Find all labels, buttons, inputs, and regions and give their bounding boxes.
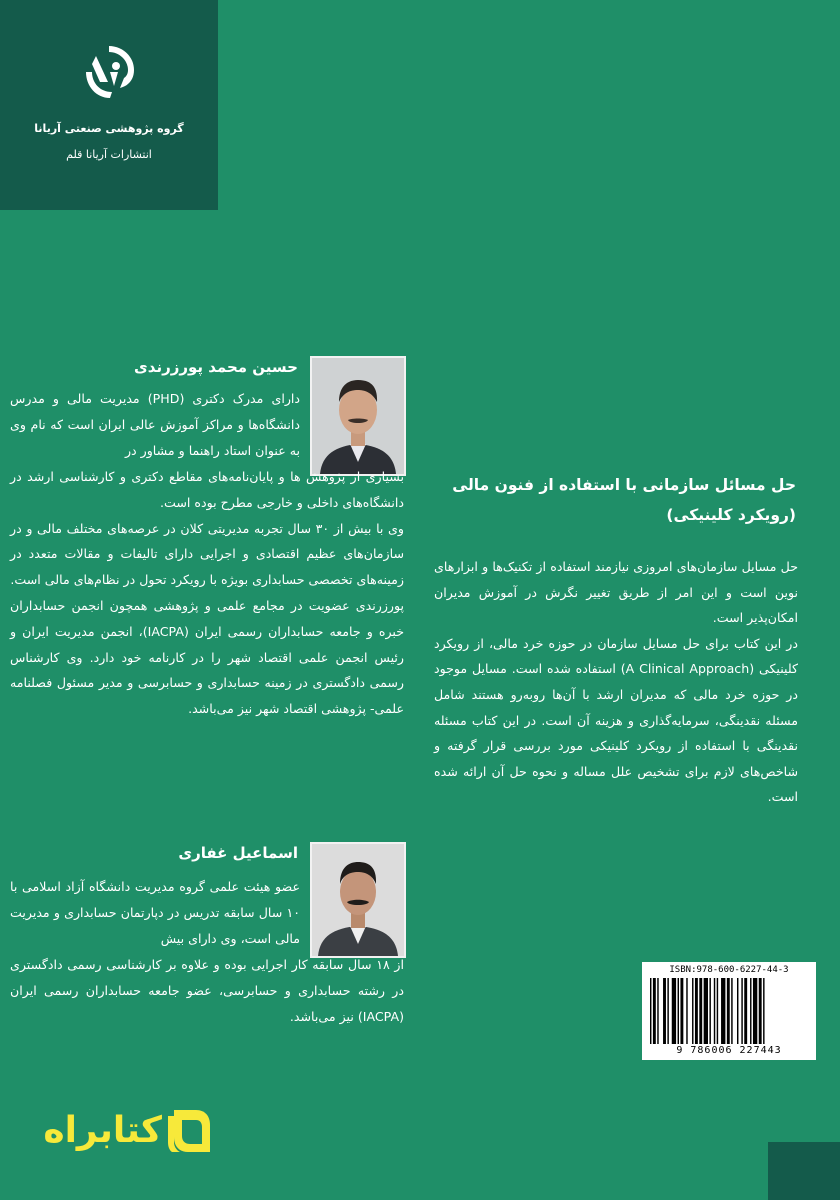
author-2-bio: از ۱۸ سال سابقه کار اجرایی بوده و علاوه بر کارشناسی رسمی دادگستری در رشته حسابداری و حسابرسی، عضو جامعه حسابداران رسمی ایران (IACPA) نیز می‌باشد. (10, 957, 404, 1024)
book-title (436, 470, 796, 530)
author-photo-2 (310, 842, 406, 958)
barcode-bar (721, 978, 725, 1044)
barcode-bar (759, 978, 762, 1044)
book-description (434, 554, 798, 810)
bio-paragraph: وی با بیش از ۳۰ سال تجربه مدیریتی کلان در عرصه‌های مختلف مالی و در سازمان‌های عظیم اقتصادی و اجرایی دارای تالیفات و مقالات متعدد در زمینه‌های تخصصی حسابداری بویژه با رویکرد تحول در نظام‌های مالی است. (10, 520, 404, 588)
barcode-bar (678, 978, 679, 1044)
barcode-bar (653, 978, 656, 1044)
isbn-label: ISBN:978-600-6227-44-3 (669, 965, 789, 975)
bio-paragraph: پورزرندی عضویت در مجامع علمی و پژوهشی همچون انجمن حسابداران خبره و جامعه حسابداران رسمی ایران (IACPA)، انجمن مدیریت ایران و رئیس انجمن علمی اقتصاد شهر را در کارنامه خود دارد. وی کارشناس رسمی دادگستری در زمینه حسابداری و حسابرسی و مدیر مسئول فصلنامه علمی- پژوهشی اقتصاد شهر نیز می‌باشد. (10, 597, 404, 717)
barcode-bars-icon (650, 978, 808, 1044)
author-name-1: حسین محمد پورزرندی (134, 358, 298, 376)
book-subtitle: (رویکرد کلینیکی) (666, 506, 796, 524)
publisher-logo-icon (78, 42, 140, 104)
barcode-bar (709, 978, 710, 1044)
barcode-bar (695, 978, 698, 1044)
barcode-bar (750, 978, 751, 1044)
barcode-bar (731, 978, 732, 1044)
author-2-bio-intro: عضو هیئت علمی گروه مدیریت دانشگاه آزاد اسلامی با ۱۰ سال سابقه تدریس در دپارتمان حسابداری و مدیریت مالی است، وی دارای بیش (10, 879, 300, 946)
barcode-bar (699, 978, 702, 1044)
barcode-bar (686, 978, 687, 1044)
bio-paragraph: بسیاری از پژوهش ها و پایان‌نامه‌های مقاطع دکتری و کارشناسی ارشد در دانشگاه‌های داخلی و خارجی مطرح بوده است. (10, 469, 404, 510)
barcode-bar (672, 978, 676, 1044)
publisher-group-name: گروه پژوهشی صنعتی آریانا (34, 122, 184, 135)
ketabrah-logo (42, 1102, 212, 1162)
corner-block (768, 1142, 840, 1200)
barcode-bar (704, 978, 708, 1044)
book-title-line: حل مسائل سازمانی با استفاده از فنون مالی (452, 476, 796, 494)
barcode-bar (753, 978, 757, 1044)
ketabrah-book-icon (166, 1106, 212, 1156)
person-portrait-icon (312, 844, 404, 956)
barcode-bar (680, 978, 683, 1044)
barcode-bar (717, 978, 718, 1044)
ketabrah-wordmark: کتابراه (43, 1110, 162, 1151)
barcode-bar (667, 978, 668, 1044)
isbn-barcode (642, 962, 816, 1060)
person-portrait-icon (312, 358, 404, 474)
author-1-bio (10, 464, 404, 722)
author-name-2: اسماعیل غفاری (178, 844, 298, 862)
barcode-bar (714, 978, 715, 1044)
barcode-bar (741, 978, 742, 1044)
description-paragraph: حل مسایل سازمان‌های امروزی نیازمند استفاده از تکنیک‌ها و ابزارهای نوین است و این امر از طریق تغییر نگرش در آموزش مدیران امکان‌پذیر است. (434, 559, 798, 626)
barcode-bar (657, 978, 658, 1044)
publisher-block (0, 0, 218, 210)
barcode-number: 9 786006 227443 (676, 1045, 782, 1056)
barcode-bar (763, 978, 764, 1044)
barcode-bar (692, 978, 693, 1044)
barcode-bar (737, 978, 738, 1044)
barcode-bar (727, 978, 730, 1044)
barcode-bar (744, 978, 747, 1044)
barcode-bar (663, 978, 666, 1044)
author-photo-1 (310, 356, 406, 476)
author-1-bio-intro: دارای مدرک دکتری (PHD) مدیریت مالی و مدرس دانشگاه‌ها و مراکز آموزش عالی ایران است که نام وی به عنوان استاد راهنما و مشاور در (10, 391, 301, 458)
barcode-bar (650, 978, 651, 1044)
description-paragraph: در این کتاب برای حل مسایل سازمان در حوزه خرد مالی، از رویکرد کلینیکی (A Clinical Approach) استفاده شده است. مسایل موجود در حوزه خرد مالی که مدیران ارشد با آن‌ها روبه‌رو هستند شامل مسئله نقدینگی، سرمایه‌گذاری و هزینه آن است. در این کتاب مسئله نقدینگی با استفاده از رویکرد کلینیکی مورد بررسی قرار گرفته و شاخص‌های لازم برای تشخیص علل مساله و نحوه حل آن ارائه شده است. (434, 635, 799, 805)
publisher-name: انتشارات آریانا قلم (66, 148, 152, 161)
